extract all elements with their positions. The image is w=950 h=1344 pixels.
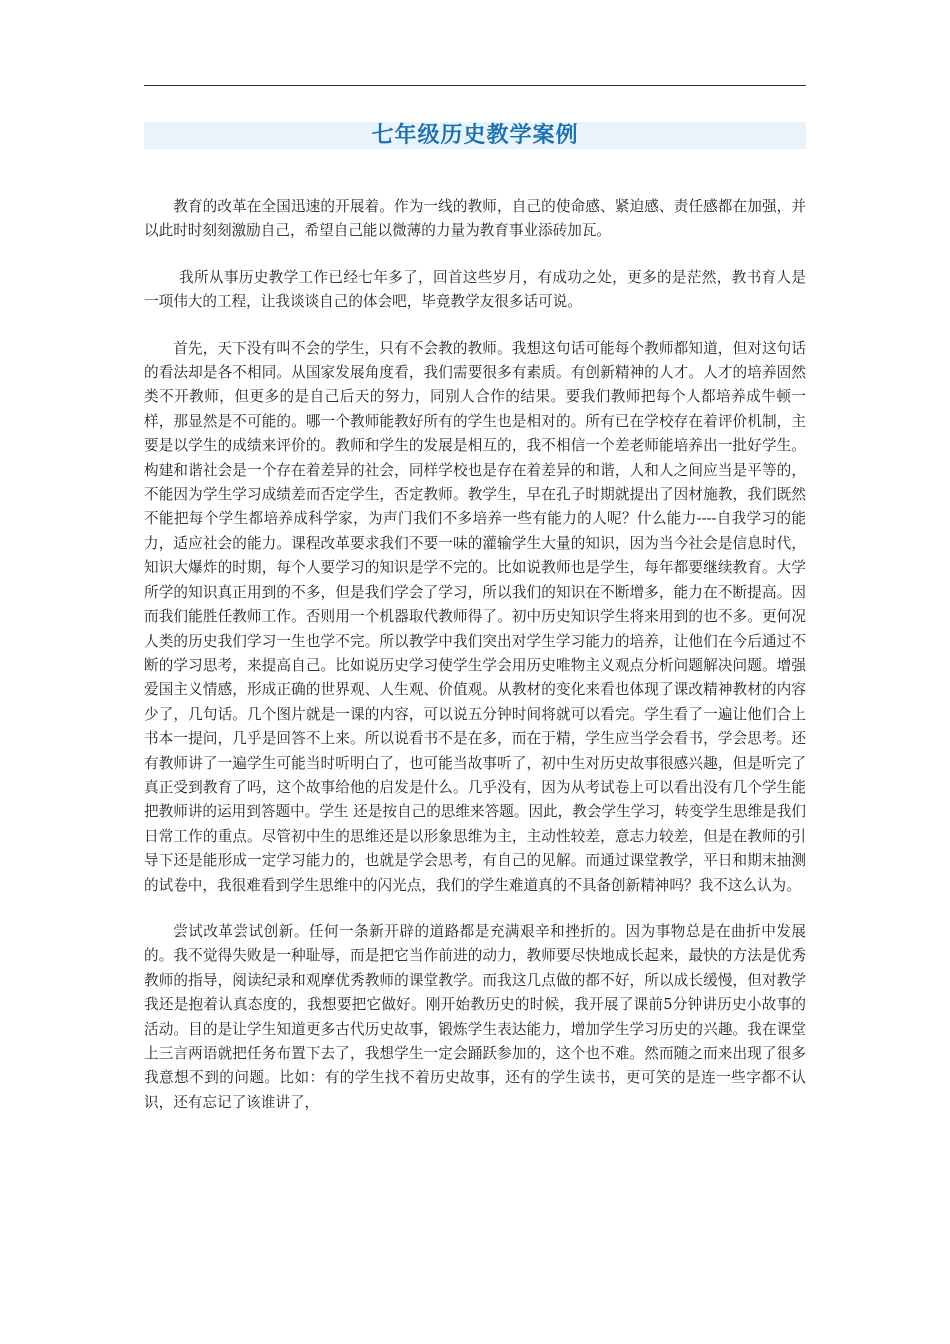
document-page <box>144 0 806 1344</box>
document-title: 七年级历史教学案例 <box>371 123 579 148</box>
header-rule <box>144 85 806 86</box>
paragraph-1: 教育的改革在全国迅速的开展着。作为一线的教师，自己的使命感、紧迫感、责任感都在加强，并以此时时刻刻激励自己，希望自己能以微薄的力量为教育事业添砖加瓦。 <box>144 198 806 240</box>
paragraph-2: 我所从事历史教学工作已经七年多了，回首这些岁月，有成功之处，更多的是茫然，教书育人是一项伟大的工程，让我谈谈自己的体会吧，毕竟教学友很多话可说。 <box>144 268 806 311</box>
document-body <box>144 195 806 1137</box>
paragraph-3: 首先，天下没有叫不会的学生，只有不会教的教师。我想这句话可能每个教师都知道，但对这句话的看法却是各不相同。从国家发展角度看，我们需要很多有素质。有创新精神的人才。人才的培养固然类不开教师，但更多的是自己后天的努力，同别人合作的结果。要我们教师把每个人都培养成牛顿一样，那显然是不可能的。哪一个教师能教好所有的学生也是相对的。所有已在学校存在着评价机制，主要是以学生的成绩来评价的。教师和学生的发展是相互的，我不相信一个差老师能培养出一批好学生。构建和谐社会是一个存在着差异的社会，同样学校也是存在着差异的和谐，人和人之间应当是平等的，不能因为学生学习成绩差而否定学生，否定教师。教学生，早在孔子时期就提出了因材施教，我们既然不能把每个学生都培养成科学家，为声门我们不多培养一些有能力的人呢？什么能力----自我学习的能力，适应社会的能力。课程改革要求我们不要一味的灌输学生大量的知识，因为当今社会是信息时代，知识大爆炸的时期，每个人要学习的知识是学不完的。比如说教师也是学生，每年都要继续教育。大学所学的知识真正用到的不多，但是我们学会了学习，所以我们的知识在不断增多，能力在不断提高。因而我们能胜任教师工作。否则用一个机器取代教师得了。初中历史知识学生将来用到的也不多。更何况人类的历史我们学习一生也学不完。所以教学中我们突出对学生学习能力的培养，让他们在今后通过不断的学习思考，来提高自己。比如说历史学习使学生学会用历史唯物主义观点分析问题解决问题。增强爱国主义情感，形成正确的世界观、人生观、价值观。从教材的变化来看也体现了课改精神教材的内容少了，几句话。几个图片就是一课的内容，可以说五分钟时间将就可以看完。学生看了一遍让他们合上书本一提问，几乎是回答不上来。所以说看书不是在多，而在于精，学生应当学会看书，学会思考。还有教师讲了一遍学生可能当时听明白了，也可能当故事听了，初中生对历史故事很感兴趣，但是听完了真正受到教育了吗，这个故事给他的启发是什么。几乎没有，因为从考试卷上可以看出没有几个学生能把教师讲的运用到答题中。学生 还是按自己的思维来答题。因此，教会学生学习，转变学生思维是我们日常工作的重点。尽管初中生的思维还是以形象思维为主，主动性较差，意志力较差，但是在教师的引导下还是能形成一定学习能力的，也就是学会思考，有自己的见解。而通过课堂教学，平日和期末抽测的试卷中，我很难看到学生思维中的闪光点，我们的学生难道真的不具备创新精神吗？我不这么认为。 <box>144 339 806 894</box>
paragraph-4: 尝试改革尝试创新。任何一条新开辟的道路都是充满艰辛和挫折的。因为事物总是在曲折中发展的。我不觉得失败是一种耻辱，而是把它当作前进的动力，教师要尽快地成长起来，最快的方法是优秀教师的指导，阅读纪录和观摩优秀教师的课堂教学。而我这几点做的都不好，所以成长缓慢，但对教学我还是抱着认真态度的，我想要把它做好。刚开始教历史的时候，我开展了课前5分钟讲历史小故事的活动。目的是让学生知道更多古代历史故事，锻炼学生表达能力，增加学生学习历史的兴趣。我在课堂上三言两语就把任务布置下去了，我想学生一定会踊跃参加的，这个也不难。然而随之而来出现了很多我意想不到的问题。比如：有的学生找不着历史故事，还有的学生读书，更可笑的是连一些字都不认识，还有忘记了该谁讲了， <box>144 922 806 1111</box>
